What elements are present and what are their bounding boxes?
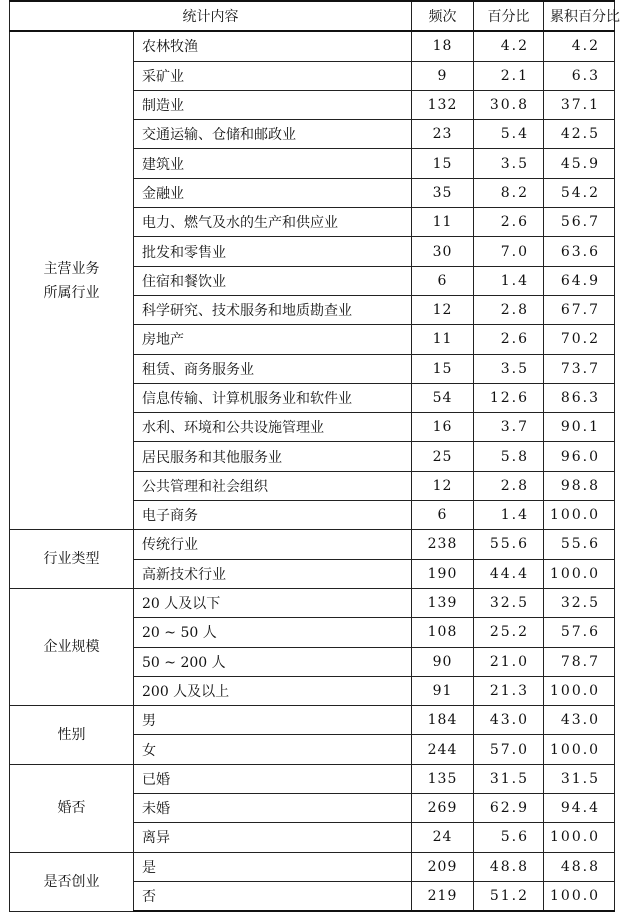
item-label: 采矿业: [134, 61, 412, 90]
percent-cell: 2.1: [474, 61, 544, 90]
percent-cell: 3.5: [474, 149, 544, 178]
cumulative-percent-cell: 67.7: [544, 295, 615, 324]
cumulative-percent-cell: 42.5: [544, 120, 615, 149]
frequency-cell: 35: [412, 178, 474, 207]
item-label: 20 人及以下: [134, 588, 412, 617]
frequency-cell: 135: [412, 764, 474, 793]
cumulative-percent-cell: 100.0: [544, 676, 615, 705]
frequency-cell: 269: [412, 794, 474, 823]
table-body: [10, 31, 615, 911]
statistics-table: [9, 0, 620, 912]
cumulative-percent-cell: 70.2: [544, 325, 615, 354]
table-row: [10, 31, 615, 61]
percent-cell: 2.8: [474, 471, 544, 500]
group-label: 行业类型: [10, 530, 134, 589]
item-label: 居民服务和其他服务业: [134, 442, 412, 471]
table-row: [10, 852, 615, 881]
header-percent: 百分比: [474, 1, 544, 31]
cumulative-percent-cell: 90.1: [544, 413, 615, 442]
percent-cell: 2.6: [474, 208, 544, 237]
item-label: 离异: [134, 823, 412, 852]
percent-cell: 3.7: [474, 413, 544, 442]
percent-cell: 2.6: [474, 325, 544, 354]
cumulative-percent-cell: 64.9: [544, 266, 615, 295]
cumulative-percent-cell: 63.6: [544, 237, 615, 266]
item-label: 交通运输、仓储和邮政业: [134, 120, 412, 149]
group-label: 主营业务所属行业: [10, 31, 134, 530]
item-label: 建筑业: [134, 149, 412, 178]
percent-cell: 32.5: [474, 588, 544, 617]
frequency-cell: 139: [412, 588, 474, 617]
cumulative-percent-cell: 100.0: [544, 501, 615, 530]
cumulative-percent-cell: 98.8: [544, 471, 615, 500]
frequency-cell: 6: [412, 501, 474, 530]
percent-cell: 5.4: [474, 120, 544, 149]
percent-cell: 62.9: [474, 794, 544, 823]
cumulative-percent-cell: 78.7: [544, 647, 615, 676]
cumulative-percent-cell: 100.0: [544, 881, 615, 911]
percent-cell: 30.8: [474, 90, 544, 119]
table-row: [10, 588, 615, 617]
percent-cell: 5.8: [474, 442, 544, 471]
item-label: 金融业: [134, 178, 412, 207]
group-label: 婚否: [10, 764, 134, 852]
frequency-cell: 184: [412, 706, 474, 735]
item-label: 科学研究、技术服务和地质勘查业: [134, 295, 412, 324]
frequency-cell: 190: [412, 559, 474, 588]
cumulative-percent-cell: 31.5: [544, 764, 615, 793]
cumulative-percent-cell: 94.4: [544, 794, 615, 823]
cumulative-percent-cell: 100.0: [544, 735, 615, 764]
cumulative-percent-cell: 57.6: [544, 618, 615, 647]
percent-cell: 2.8: [474, 295, 544, 324]
frequency-cell: 244: [412, 735, 474, 764]
item-label: 200 人及以上: [134, 676, 412, 705]
item-label: 男: [134, 706, 412, 735]
item-label: 住宿和餐饮业: [134, 266, 412, 295]
cumulative-percent-cell: 43.0: [544, 706, 615, 735]
frequency-cell: 25: [412, 442, 474, 471]
item-label: 50 ~ 200 人: [134, 647, 412, 676]
percent-cell: 57.0: [474, 735, 544, 764]
item-label: 是: [134, 852, 412, 881]
percent-cell: 1.4: [474, 501, 544, 530]
item-label: 传统行业: [134, 530, 412, 559]
item-label: 房地产: [134, 325, 412, 354]
frequency-cell: 23: [412, 120, 474, 149]
frequency-cell: 18: [412, 31, 474, 61]
percent-cell: 1.4: [474, 266, 544, 295]
group-label: 企业规模: [10, 588, 134, 705]
cumulative-percent-cell: 86.3: [544, 383, 615, 412]
item-label: 电子商务: [134, 501, 412, 530]
cumulative-percent-cell: 73.7: [544, 354, 615, 383]
cumulative-percent-cell: 37.1: [544, 90, 615, 119]
item-label: 否: [134, 881, 412, 911]
item-label: 批发和零售业: [134, 237, 412, 266]
frequency-cell: 209: [412, 852, 474, 881]
header-row: [10, 1, 615, 31]
header-cumulative-percent: 累积百分比: [544, 1, 615, 31]
frequency-cell: 54: [412, 383, 474, 412]
item-label: 租赁、商务服务业: [134, 354, 412, 383]
cumulative-percent-cell: 100.0: [544, 559, 615, 588]
percent-cell: 21.3: [474, 676, 544, 705]
table-row: [10, 706, 615, 735]
frequency-cell: 6: [412, 266, 474, 295]
percent-cell: 7.0: [474, 237, 544, 266]
item-label: 公共管理和社会组织: [134, 471, 412, 500]
frequency-cell: 91: [412, 676, 474, 705]
item-label: 高新技术行业: [134, 559, 412, 588]
group-label: 性别: [10, 706, 134, 765]
frequency-cell: 12: [412, 295, 474, 324]
percent-cell: 8.2: [474, 178, 544, 207]
cumulative-percent-cell: 54.2: [544, 178, 615, 207]
percent-cell: 3.5: [474, 354, 544, 383]
item-label: 信息传输、计算机服务业和软件业: [134, 383, 412, 412]
frequency-cell: 238: [412, 530, 474, 559]
table-row: [10, 530, 615, 559]
cumulative-percent-cell: 55.6: [544, 530, 615, 559]
item-label: 未婚: [134, 794, 412, 823]
frequency-cell: 108: [412, 618, 474, 647]
header-frequency: 频次: [412, 1, 474, 31]
frequency-cell: 11: [412, 208, 474, 237]
frequency-cell: 90: [412, 647, 474, 676]
percent-cell: 44.4: [474, 559, 544, 588]
frequency-cell: 12: [412, 471, 474, 500]
header-content: 统计内容: [10, 1, 412, 31]
item-label: 制造业: [134, 90, 412, 119]
frequency-cell: 219: [412, 881, 474, 911]
frequency-cell: 15: [412, 149, 474, 178]
frequency-cell: 30: [412, 237, 474, 266]
item-label: 水利、环境和公共设施管理业: [134, 413, 412, 442]
item-label: 20 ~ 50 人: [134, 618, 412, 647]
frequency-cell: 15: [412, 354, 474, 383]
item-label: 已婚: [134, 764, 412, 793]
percent-cell: 55.6: [474, 530, 544, 559]
percent-cell: 5.6: [474, 823, 544, 852]
percent-cell: 31.5: [474, 764, 544, 793]
cumulative-percent-cell: 6.3: [544, 61, 615, 90]
table-row: [10, 764, 615, 793]
cumulative-percent-cell: 45.9: [544, 149, 615, 178]
cumulative-percent-cell: 100.0: [544, 823, 615, 852]
cumulative-percent-cell: 48.8: [544, 852, 615, 881]
group-label: 是否创业: [10, 852, 134, 911]
cumulative-percent-cell: 56.7: [544, 208, 615, 237]
percent-cell: 12.6: [474, 383, 544, 412]
frequency-cell: 9: [412, 61, 474, 90]
cumulative-percent-cell: 32.5: [544, 588, 615, 617]
frequency-cell: 16: [412, 413, 474, 442]
percent-cell: 25.2: [474, 618, 544, 647]
percent-cell: 51.2: [474, 881, 544, 911]
table-header: [10, 1, 620, 31]
percent-cell: 21.0: [474, 647, 544, 676]
cumulative-percent-cell: 96.0: [544, 442, 615, 471]
frequency-cell: 11: [412, 325, 474, 354]
frequency-cell: 132: [412, 90, 474, 119]
frequency-cell: 24: [412, 823, 474, 852]
percent-cell: 4.2: [474, 31, 544, 61]
item-label: 女: [134, 735, 412, 764]
percent-cell: 43.0: [474, 706, 544, 735]
item-label: 电力、燃气及水的生产和供应业: [134, 208, 412, 237]
percent-cell: 48.8: [474, 852, 544, 881]
cumulative-percent-cell: 4.2: [544, 31, 615, 61]
item-label: 农林牧渔: [134, 31, 412, 61]
